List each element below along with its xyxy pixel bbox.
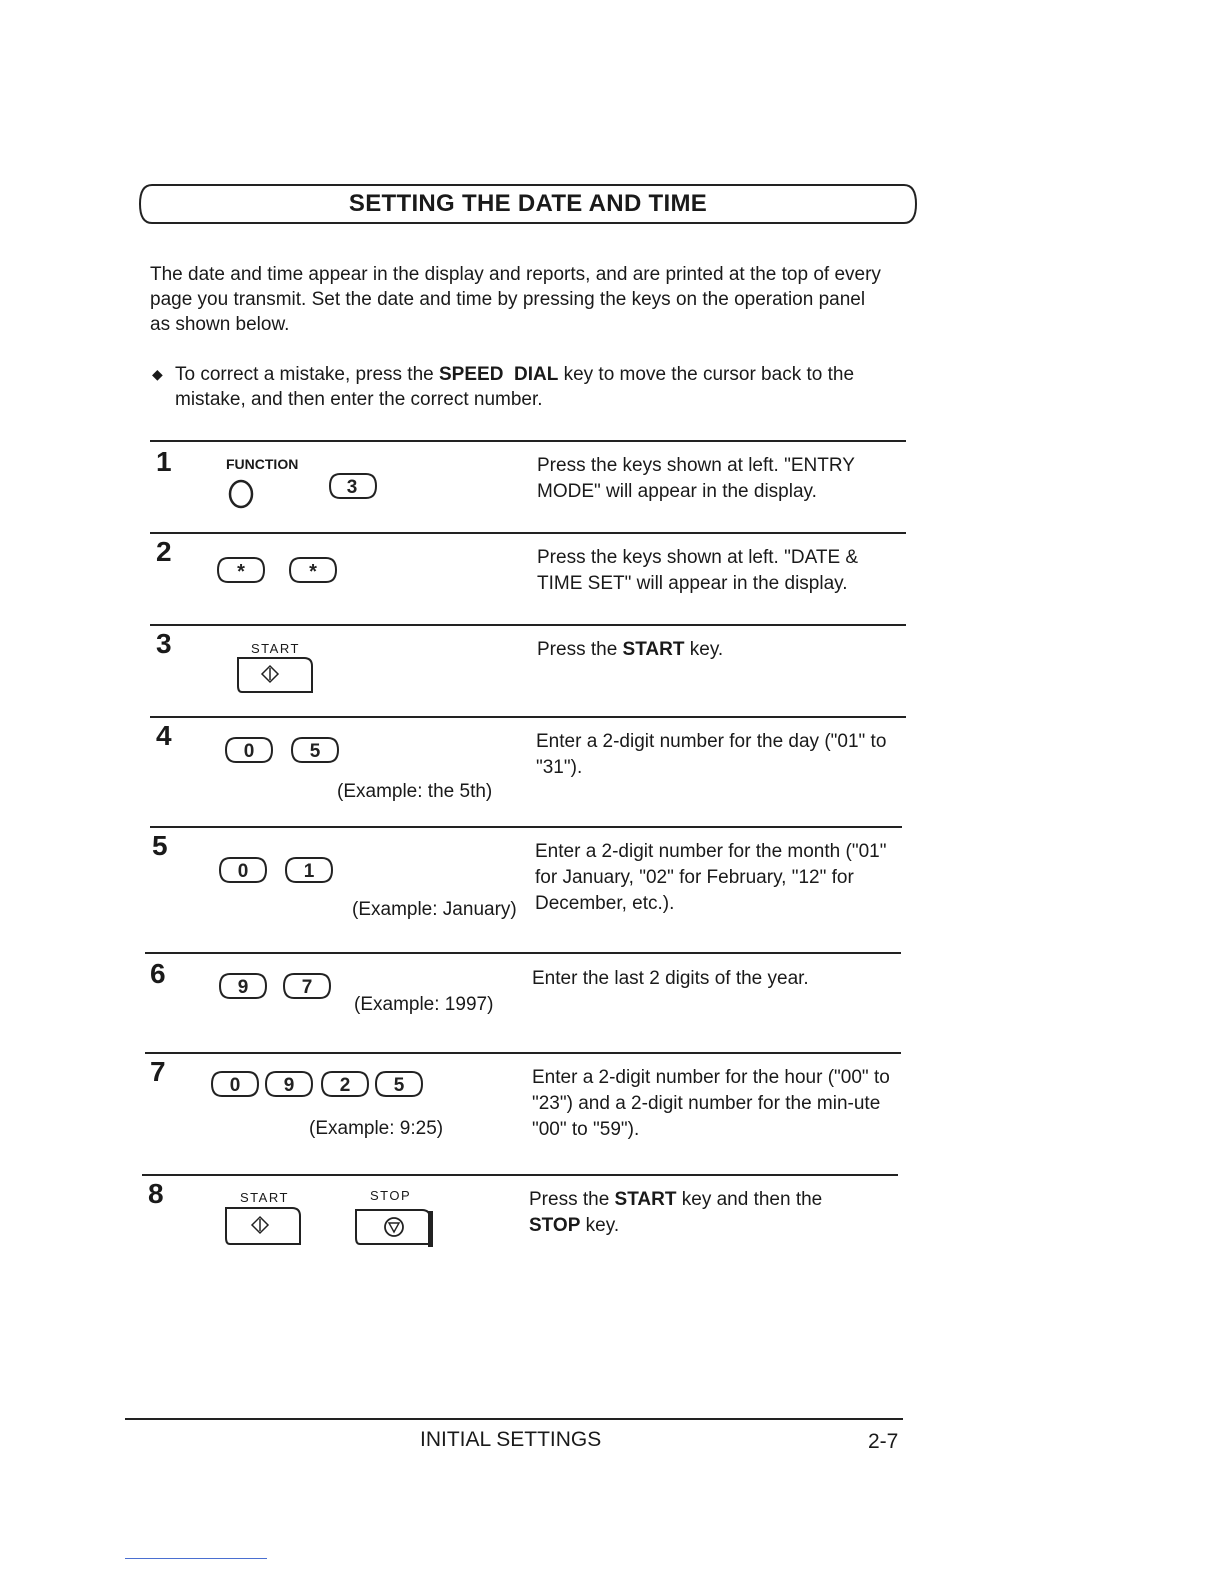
step-number: 1	[156, 446, 172, 477]
number-key-3-icon	[326, 470, 378, 502]
number-key-5-icon	[372, 1068, 424, 1100]
tip-text: To correct a mistake, press the SPEED DIAL key to move the cursor back to the mistake, and then enter the correct number.	[175, 364, 855, 410]
star-key-icon	[286, 554, 338, 586]
footer-divider	[125, 1418, 903, 1420]
key-glyph: 0	[229, 1075, 241, 1096]
step-example: (Example: January)	[352, 899, 517, 920]
step-description: Enter a 2-digit number for the month ("01" for January, "02" for February, "12" for December, etc.).	[535, 841, 887, 914]
start-key-label: START	[240, 1190, 289, 1205]
number-key-7-icon	[280, 970, 332, 1002]
start-key-label: START	[251, 641, 300, 656]
number-key-5-icon	[288, 734, 340, 766]
key-glyph: 0	[243, 741, 255, 762]
step-example: (Example: the 5th)	[337, 781, 493, 802]
key-glyph: *	[309, 561, 317, 583]
step-number: 8	[148, 1178, 164, 1209]
number-key-0-icon	[208, 1068, 260, 1100]
step-example: (Example: 1997)	[354, 994, 494, 1015]
step-example: (Example: 9:25)	[309, 1118, 444, 1139]
number-key-9-icon	[216, 970, 268, 1002]
footer-section-title: INITIAL SETTINGS	[420, 1428, 602, 1451]
key-glyph: 5	[393, 1075, 405, 1096]
step-number: 6	[150, 958, 166, 989]
number-key-9-icon	[262, 1068, 314, 1100]
number-key-2-icon	[318, 1068, 370, 1100]
step-description: Enter the last 2 digits of the year.	[532, 968, 809, 989]
number-key-0-icon	[216, 854, 268, 886]
step-number: 4	[156, 720, 172, 751]
number-key-1-icon	[282, 854, 334, 886]
diamond-bullet-icon: ◆	[152, 366, 163, 382]
key-glyph: 3	[346, 477, 358, 498]
page-number: 2-7	[868, 1430, 899, 1453]
edge-mark	[125, 1558, 267, 1559]
key-glyph: 9	[237, 977, 249, 998]
key-glyph: 7	[301, 977, 313, 998]
key-glyph: 2	[339, 1075, 351, 1096]
key-glyph: *	[237, 561, 245, 583]
key-glyph: 1	[303, 861, 315, 882]
intro-paragraph: The date and time appear in the display and reports, and are printed at the top of every page you transmit. Set the date and time by pressing the keys on the operation panel as shown below.	[150, 264, 881, 335]
step-divider	[142, 1174, 898, 1176]
step-number: 3	[156, 628, 172, 659]
step-divider	[150, 440, 906, 442]
section-title-bar	[138, 183, 918, 225]
step-divider	[150, 624, 906, 626]
function-key-label: FUNCTION	[226, 456, 299, 472]
start-key-icon	[222, 1206, 308, 1248]
step-description: Press the START key.	[537, 639, 724, 660]
page-title: SETTING THE DATE AND TIME	[348, 190, 708, 217]
step-divider	[145, 952, 901, 954]
function-key-icon	[226, 478, 258, 510]
step-divider	[145, 1052, 901, 1054]
key-glyph: 9	[283, 1075, 295, 1096]
step-description: Press the keys shown at left. "DATE & TIME SET" will appear in the display.	[537, 547, 859, 594]
stop-key-label: STOP	[370, 1188, 412, 1203]
step-description: Press the keys shown at left. "ENTRY MODE" will appear in the display.	[537, 455, 855, 502]
step-number: 5	[152, 830, 168, 861]
step-divider	[150, 716, 906, 718]
step-description: Enter a 2-digit number for the day ("01" to "31").	[536, 731, 887, 778]
stop-key-icon	[352, 1206, 438, 1248]
step-divider	[150, 826, 902, 828]
step-description: Enter a 2-digit number for the hour ("00" to "23") and a 2-digit number for the min-ute "00" to "59").	[532, 1067, 890, 1140]
start-key-icon	[234, 656, 320, 696]
key-glyph: 0	[237, 861, 249, 882]
step-divider	[150, 532, 906, 534]
star-key-icon	[214, 554, 266, 586]
key-glyph: 5	[309, 741, 321, 762]
number-key-0-icon	[222, 734, 274, 766]
step-number: 7	[150, 1056, 166, 1087]
step-number: 2	[156, 536, 172, 567]
step-description: Press the START key and then the STOP key.	[529, 1189, 823, 1236]
